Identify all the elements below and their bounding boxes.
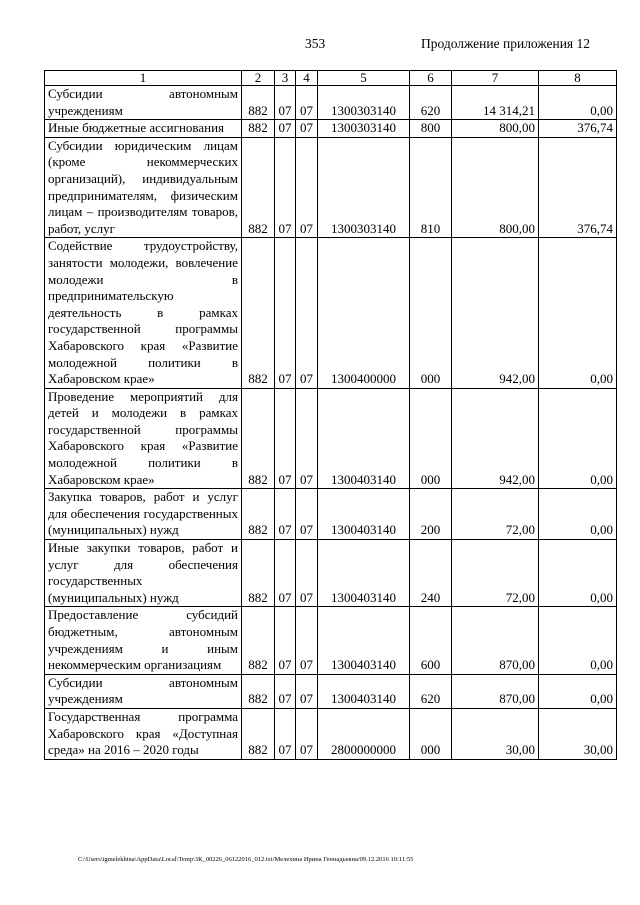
cell-ministry-code: 882: [242, 238, 275, 388]
cell-expense-type: 600: [410, 607, 452, 674]
cell-ministry-code: 882: [242, 120, 275, 138]
cell-subsection: 07: [296, 238, 318, 388]
cell-amount-actual: 0,00: [539, 607, 617, 674]
column-header: 5: [318, 71, 410, 86]
cell-amount-plan: 870,00: [452, 674, 539, 708]
cell-section: 07: [275, 238, 296, 388]
cell-ministry-code: 882: [242, 540, 275, 607]
cell-amount-actual: 376,74: [539, 120, 617, 138]
cell-section: 07: [275, 120, 296, 138]
continuation-label: Продолжение приложения 12: [421, 36, 591, 51]
cell-subsection: 07: [296, 388, 318, 489]
cell-target-article: 1300400000: [318, 238, 410, 388]
cell-section: 07: [275, 86, 296, 120]
cell-expense-type: 240: [410, 540, 452, 607]
row-name: Субсидии юридическим лицам (кроме некоммерческих организаций), индивидуальным предпринимателям, физическим лицам – производителям товаров, работ, услуг: [45, 137, 242, 238]
cell-subsection: 07: [296, 137, 318, 238]
cell-expense-type: 800: [410, 120, 452, 138]
cell-expense-type: 620: [410, 86, 452, 120]
cell-amount-actual: 0,00: [539, 489, 617, 540]
cell-target-article: 1300403140: [318, 388, 410, 489]
cell-subsection: 07: [296, 540, 318, 607]
column-header: 3: [275, 71, 296, 86]
cell-section: 07: [275, 137, 296, 238]
column-header: 7: [452, 71, 539, 86]
cell-section: 07: [275, 708, 296, 759]
table-row: [45, 674, 617, 708]
cell-amount-actual: 0,00: [539, 674, 617, 708]
table-row: [45, 489, 617, 540]
cell-subsection: 07: [296, 120, 318, 138]
cell-amount-plan: 870,00: [452, 607, 539, 674]
cell-ministry-code: 882: [242, 86, 275, 120]
cell-subsection: 07: [296, 607, 318, 674]
cell-amount-actual: 376,74: [539, 137, 617, 238]
cell-target-article: 1300303140: [318, 137, 410, 238]
cell-expense-type: 000: [410, 388, 452, 489]
cell-subsection: 07: [296, 708, 318, 759]
cell-amount-plan: 942,00: [452, 238, 539, 388]
cell-section: 07: [275, 388, 296, 489]
cell-amount-plan: 942,00: [452, 388, 539, 489]
cell-target-article: 1300403140: [318, 489, 410, 540]
cell-expense-type: 620: [410, 674, 452, 708]
cell-section: 07: [275, 607, 296, 674]
budget-table: [44, 70, 617, 760]
table-row: [45, 540, 617, 607]
cell-expense-type: 810: [410, 137, 452, 238]
cell-amount-plan: 800,00: [452, 137, 539, 238]
table-row: [45, 607, 617, 674]
row-name: Государственная программа Хабаровского края «Доступная среда» на 2016 – 2020 годы: [45, 708, 242, 759]
cell-ministry-code: 882: [242, 607, 275, 674]
cell-section: 07: [275, 489, 296, 540]
cell-section: 07: [275, 674, 296, 708]
cell-target-article: 1300403140: [318, 674, 410, 708]
cell-amount-actual: 0,00: [539, 540, 617, 607]
table-row: [45, 120, 617, 138]
cell-ministry-code: 882: [242, 137, 275, 238]
cell-amount-plan: 72,00: [452, 540, 539, 607]
cell-target-article: 2800000000: [318, 708, 410, 759]
row-name: Предоставление субсидий бюджетным, автономным учреждениям и иным некоммерческим организациям: [45, 607, 242, 674]
row-name: Субсидии автономным учреждениям: [45, 86, 242, 120]
column-header: 4: [296, 71, 318, 86]
cell-target-article: 1300303140: [318, 86, 410, 120]
column-header: 2: [242, 71, 275, 86]
cell-amount-actual: 0,00: [539, 86, 617, 120]
cell-target-article: 1300303140: [318, 120, 410, 138]
page-number: 353: [305, 36, 326, 51]
row-name: Иные бюджетные ассигнования: [45, 120, 242, 138]
cell-target-article: 1300403140: [318, 540, 410, 607]
file-path-footer: C:\Users\igmelekhina\AppData\Local\Temp\3К_00226_06122016_012.txt/Мелехина Ирина Геннадьевна/09.12.2016 10:11:55: [78, 856, 414, 863]
table-body: [45, 86, 617, 760]
row-name: Субсидии автономным учреждениям: [45, 674, 242, 708]
table-row: [45, 137, 617, 238]
row-name: Проведение мероприятий для детей и молодежи в рамках государственной программы Хабаровского края «Развитие молодежной политики в Хабаровском крае»: [45, 388, 242, 489]
row-name: Содействие трудоустройству, занятости молодежи, вовлечение молодежи в предпринимательскую деятельность в рамках государственной программы Хабаровского края «Развитие молодежной политики в Хабаровском крае»: [45, 238, 242, 388]
cell-subsection: 07: [296, 674, 318, 708]
cell-target-article: 1300403140: [318, 607, 410, 674]
cell-amount-actual: 30,00: [539, 708, 617, 759]
cell-expense-type: 200: [410, 489, 452, 540]
cell-amount-plan: 72,00: [452, 489, 539, 540]
table-header-row: [45, 71, 617, 86]
cell-amount-plan: 14 314,21: [452, 86, 539, 120]
column-header: 8: [539, 71, 617, 86]
row-name: Иные закупки товаров, работ и услуг для обеспечения государственных (муниципальных) нужд: [45, 540, 242, 607]
cell-section: 07: [275, 540, 296, 607]
page-header: [0, 36, 640, 56]
table-row: [45, 238, 617, 388]
cell-expense-type: 000: [410, 238, 452, 388]
cell-amount-actual: 0,00: [539, 388, 617, 489]
column-header: 1: [45, 71, 242, 86]
column-header: 6: [410, 71, 452, 86]
table-row: [45, 708, 617, 759]
table-row: [45, 388, 617, 489]
cell-expense-type: 000: [410, 708, 452, 759]
cell-amount-plan: 800,00: [452, 120, 539, 138]
cell-amount-actual: 0,00: [539, 238, 617, 388]
row-name: Закупка товаров, работ и услуг для обеспечения государственных (муниципальных) нужд: [45, 489, 242, 540]
cell-subsection: 07: [296, 489, 318, 540]
cell-amount-plan: 30,00: [452, 708, 539, 759]
cell-ministry-code: 882: [242, 489, 275, 540]
cell-ministry-code: 882: [242, 674, 275, 708]
table-row: [45, 86, 617, 120]
cell-ministry-code: 882: [242, 388, 275, 489]
cell-subsection: 07: [296, 86, 318, 120]
cell-ministry-code: 882: [242, 708, 275, 759]
